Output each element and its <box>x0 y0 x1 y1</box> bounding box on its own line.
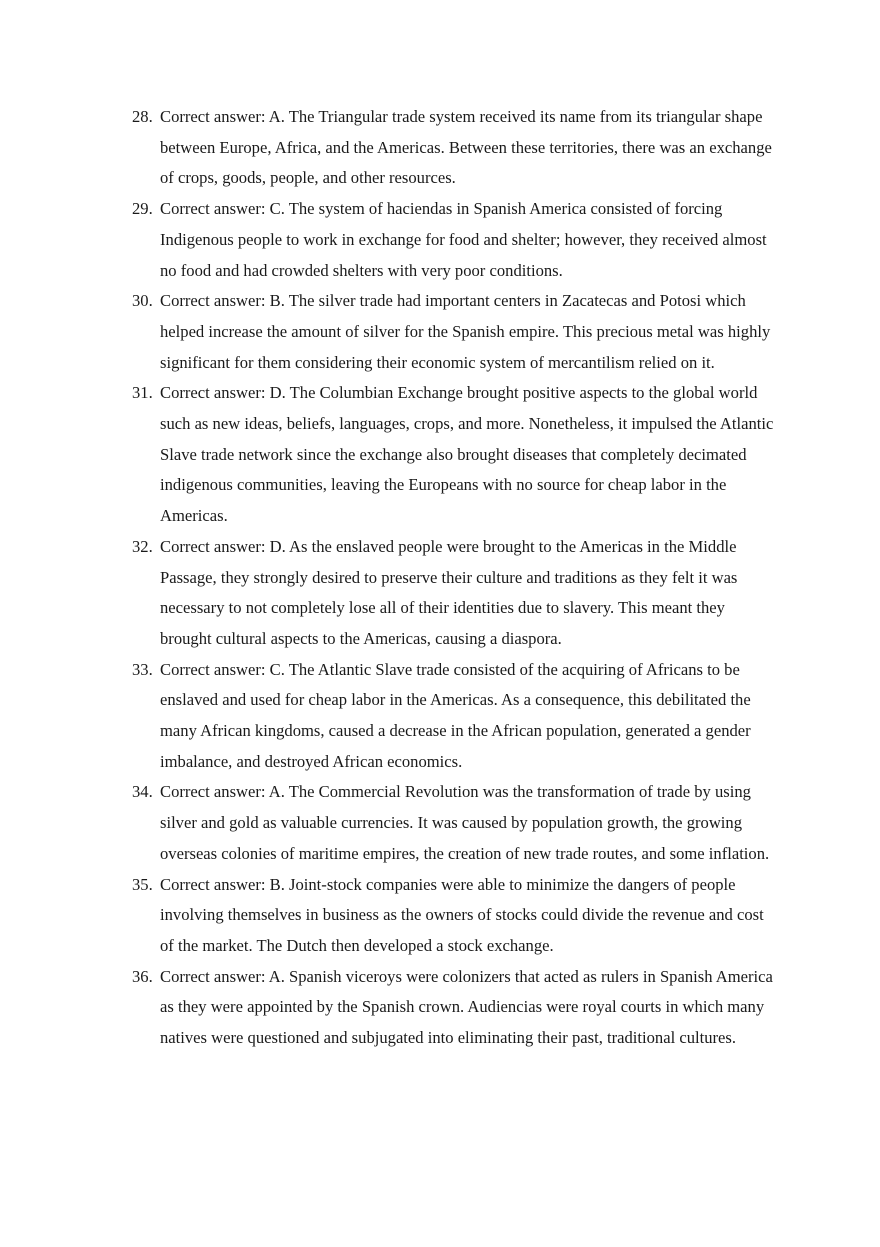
answer-number: 32. <box>132 536 153 556</box>
answer-text: Correct answer: A. The Commercial Revolution was the transformation of trade by using silver and gold as valuable currencies. It was caused by population growth, the growing overseas colonies of maritime empires, the creation of new trade routes, and some inflation. <box>160 782 770 863</box>
answer-text: Correct answer: C. The system of haciendas in Spanish America consisted of forcing Indigenous people to work in exchange for food and shelter; however, they received almost no food and had crowded shelters with very poor conditions. <box>160 199 767 280</box>
answer-number: 30. <box>132 291 153 311</box>
answer-number: 33. <box>132 659 153 679</box>
answer-text: Correct answer: D. As the enslaved people were brought to the Americas in the Middle Passage, they strongly desired to preserve their culture and traditions as they felt it was necessary to not completely lose all of their identities due to slavery. This meant they brought cultural aspects to the Americas, causing a diaspora. <box>160 536 738 648</box>
answer-list <box>132 102 776 1054</box>
answer-text: Correct answer: B. Joint-stock companies were able to minimize the dangers of people involving themselves in business as the owners of stocks could divide the revenue and cost of the market. The Dutch then developed a stock exchange. <box>160 874 764 955</box>
answer-number: 35. <box>132 874 153 894</box>
answer-number: 31. <box>132 383 153 403</box>
answer-text: Correct answer: C. The Atlantic Slave trade consisted of the acquiring of Africans to be enslaved and used for cheap labor in the Americas. As a consequence, this debilitated the many African kingdoms, caused a decrease in the African population, generated a gender imbalance, and destroyed African economics. <box>160 659 751 771</box>
answer-item-31 <box>132 378 776 532</box>
answer-item-33 <box>132 655 776 778</box>
answer-number: 28. <box>132 107 153 126</box>
answer-item-35 <box>132 870 776 962</box>
answer-item-30 <box>132 286 776 378</box>
answer-number: 36. <box>132 966 153 986</box>
answer-item-34 <box>132 777 776 869</box>
answer-item-29 <box>132 194 776 286</box>
answer-text: Correct answer: A. Spanish viceroys were colonizers that acted as rulers in Spanish America as they were appointed by the Spanish crown. Audiencias were royal courts in which many natives were questioned and subjugated into eliminating their past, traditional cultures. <box>160 966 773 1048</box>
answer-number: 29. <box>132 199 153 219</box>
answer-item-36 <box>132 962 776 1054</box>
answer-item-32 <box>132 532 776 655</box>
answer-text: Correct answer: B. The silver trade had important centers in Zacatecas and Potosi which helped increase the amount of silver for the Spanish empire. This precious metal was highly significant for them considering their economic system of mercantilism relied on it. <box>160 291 771 372</box>
answer-text: Correct answer: A. The Triangular trade system received its name from its triangular shape between Europe, Africa, and the Americas. Between these territories, there was an exchange of crops, goods, people, and other resources. <box>160 107 772 188</box>
answer-item-28 <box>132 102 776 194</box>
answer-number: 34. <box>132 782 153 802</box>
answer-text: Correct answer: D. The Columbian Exchange brought positive aspects to the global world such as new ideas, beliefs, languages, crops, and more. Nonetheless, it impulsed the Atlantic Slave trade network since the exchange also brought diseases that completely decimated indigenous communities, leaving the Europeans with no source for cheap labor in the Americas. <box>160 383 774 526</box>
